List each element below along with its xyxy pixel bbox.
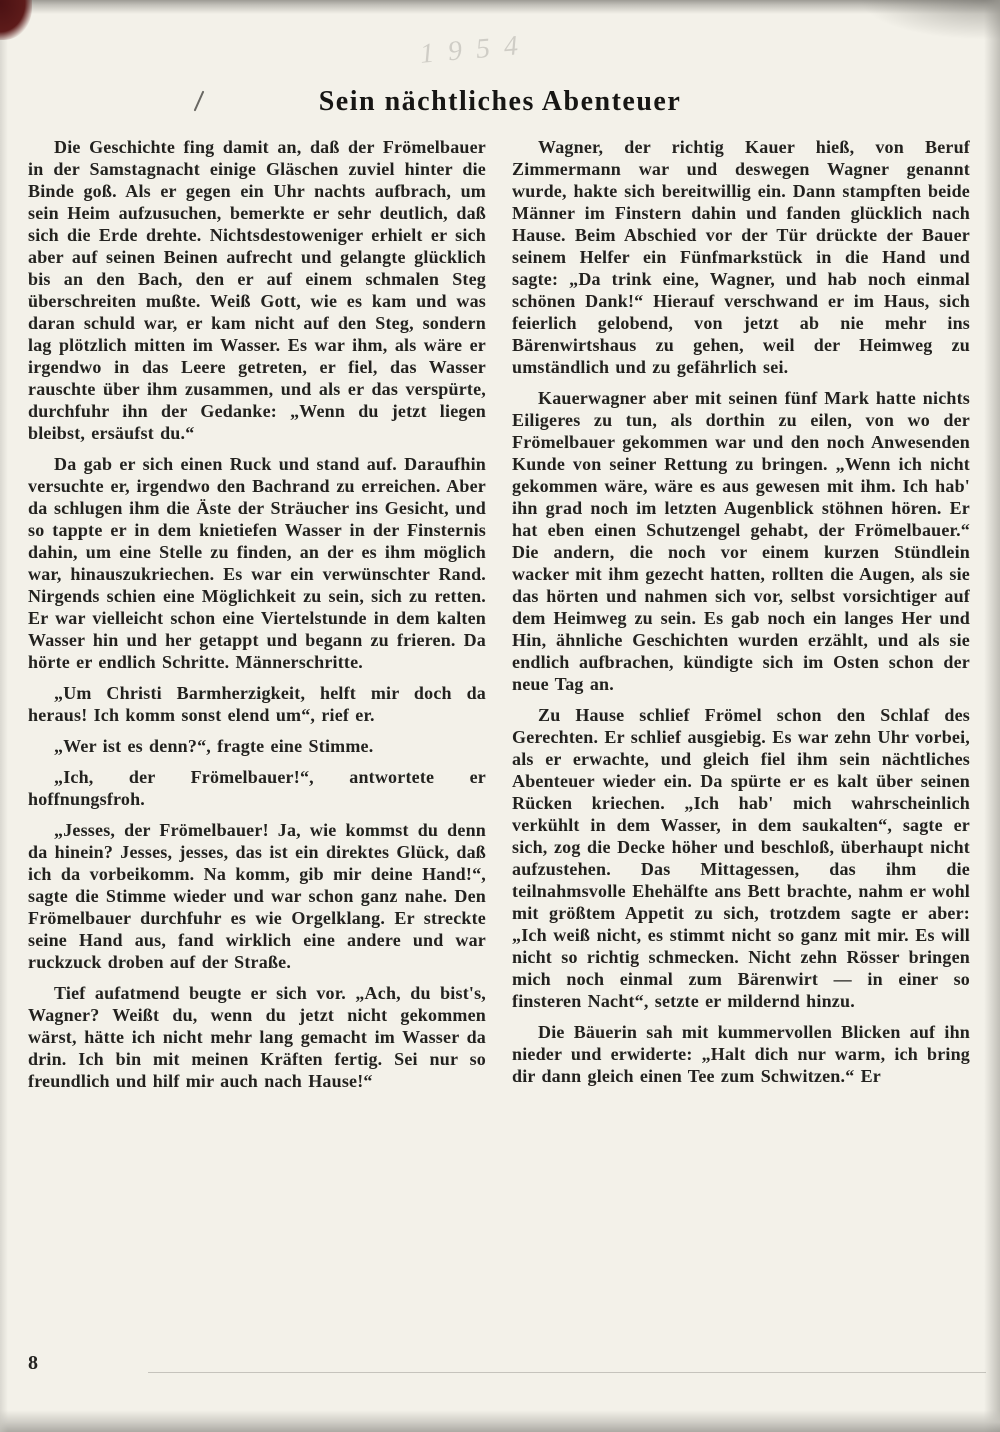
paragraph: Kauerwagner aber mit seinen fünf Mark hatte nichts Eiligeres zu tun, als dorthin zu eilen, von wo der Frömelbauer gekommen war und den noch Anwesenden Kunde von seiner Rettung zu bringen. „Wenn ich nicht gekommen wäre, wäre es aus gewesen mit ihm. Ich hab' ihn grad noch im letzten Augenblick stöhnen hören. Er hat eben einen Schutzengel gehabt, der Frömelbauer.“ Die andern, die noch vor einem kurzen Stündlein wacker mit ihm gezecht hatten, rollten die Augen, als sie das hörten und nahmen sich vor, selbst vorsichtiger auf dem Heimweg zu sein. Es gab noch ein langes Her und Hin, ähnliche Geschichten wurden erzählt, und als sie endlich aufbrachen, kündigte sich im Osten schon der neue Tag an.: [512, 388, 970, 694]
corner-shade: [860, 0, 1000, 40]
paragraph: Da gab er sich einen Ruck und stand auf. Daraufhin versuchte er, irgendwo den Bachrand zu erreichen. Aber da schlugen ihm die Äste der Sträucher ins Gesicht, und so tappte er in dem knietiefen Wasser in der Finsternis dahin, um eine Stelle zu finden, an der es ihm möglich war, hinauszukriechen. Es war ein verwünschter Rand. Nirgends schien eine Möglichkeit zu sein, sich zu retten. Er war vielleicht schon eine Viertelstunde in dem kalten Wasser hin und her getappt und begann zu frieren. Da hörte er endlich Schritte. Männerschritte.: [28, 454, 486, 672]
scan-edge-top: [0, 0, 1000, 14]
scan-edge-left: [0, 0, 8, 1432]
corner-ink-blot: [0, 0, 32, 40]
bottom-rule: [148, 1372, 986, 1373]
paragraph: Die Geschichte fing damit an, daß der Frömelbauer in der Samstagnacht einige Gläschen zuviel hinter die Binde goß. Als er gegen ein Uhr nachts aufbrach, um sein Heim aufzusuchen, bemerkte er sehr deutlich, daß sich die Erde drehte. Nichtsdestoweniger erhielt er sich aber auf seinen Beinen aufrecht und gelangte glücklich bis an den Bach, den er auf einem schmalen Steg überschreiten mußte. Weiß Gott, wie es kam und was daran schuld war, er kam nicht auf den Steg, sondern lag plötzlich mitten im Wasser. Es war ihm, als wäre er irgendwo in das Leere getreten, er fiel, das Wasser rauschte über ihm zusammen, und als er das verspürte, durchfuhr ihn der Gedanke: „Wenn du jetzt liegen bleibst, ersäufst du.“: [28, 137, 486, 443]
scan-edge-bottom: [0, 1410, 1000, 1432]
text-columns: [0, 136, 1000, 1101]
paragraph: Die Bäuerin sah mit kummervollen Blicken auf ihn nieder und erwiderte: „Halt dich nur warm, ich bring dir dann gleich einen Tee zum Schwitzen.“ Er: [512, 1022, 970, 1086]
paragraph: „Ich, der Frömelbauer!“, antwortete er hoffnungsfroh.: [28, 767, 486, 809]
paragraph: „Um Christi Barmherzigkeit, helft mir doch da heraus! Ich komm sonst elend um“, rief er.: [28, 683, 486, 725]
scan-edge-right: [984, 0, 1000, 1432]
page-number: 8: [28, 1352, 38, 1374]
paragraph: „Jesses, der Frömelbauer! Ja, wie kommst du denn da hinein? Jesses, jesses, das ist ein direktes Glück, daß ich da vorbeikomm. Na komm, gib mir deine Hand!“, sagte die Stimme wieder und war schon ganz nahe. Den Frömelbauer durchfuhr es wie Orgelklang. Er streckte seine Hand aus, fand wirklich eine andere und war ruckzuck droben auf der Straße.: [28, 820, 486, 972]
paragraph: Tief aufatmend beugte er sich vor. „Ach, du bist's, Wagner? Weißt du, wenn du jetzt nicht gekommen wärst, hätte ich nicht mehr lang gemacht im Wasser da drin. Ich bin mit meinen Kräften fertig. Sei nur so freundlich und hilf mir auch nach Hause!“: [28, 983, 486, 1091]
paragraph: Zu Hause schlief Frömel schon den Schlaf des Gerechten. Er schlief ausgiebig. Es war zehn Uhr vorbei, als er erwachte, und gleich fiel ihm sein nächtliches Abenteuer wieder ein. Da spürte er es kalt über seinen Rücken kriechen. „Ich hab' mich wahrscheinlich verkühlt in dem Wasser, in dem saukalten“, sagte er sich, zog die Decke höher und beschloß, überhaupt nicht aufzustehen. Das Mittagessen, das ihm die teilnahmsvolle Ehehälfte ans Bett brachte, nahm er wohl mit größtem Appetit zu sich, trotzdem sagte er aber: „Ich weiß nicht, es stimmt nicht so ganz mit mir. Es will nicht so richtig schmecken. Nicht zehn Rösser bringen mich noch einmal zum Bärenwirt — in einer so finsteren Nacht“, setzte er mildernd hinzu.: [512, 705, 970, 1011]
page-title: Sein nächtliches Abenteuer: [318, 86, 682, 117]
paragraph: „Wer ist es denn?“, fragte eine Stimme.: [54, 736, 374, 756]
right-column: [512, 136, 970, 1101]
left-column: [28, 136, 486, 1101]
paragraph: Wagner, der richtig Kauer hieß, von Beruf Zimmermann war und deswegen Wagner genannt wurde, hakte sich bereitwillig ein. Dann stampften beide Männer im Finstern dahin und fanden glücklich nach Hause. Beim Abschied vor der Tür drückte der Bauer seinem Helfer ein Fünfmarkstück in die Hand und sagte: „Da trink eine, Wagner, und hab noch einmal schönen Dank!“ Hierauf verschwand er im Haus, sich feierlich gelobend, von jetzt ab nie mehr ins Bärenwirtshaus zu gehen, weil der Heimweg zu umständlich und zu gefährlich sei.: [512, 137, 970, 377]
handwritten-year-mark: 1954: [418, 29, 534, 70]
